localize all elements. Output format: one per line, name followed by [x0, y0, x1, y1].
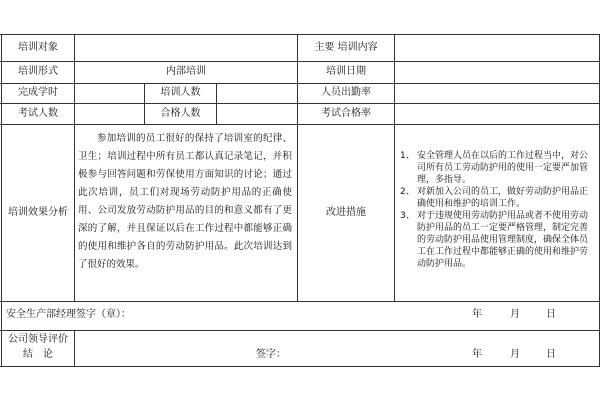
label-sign: 签字：: [256, 349, 286, 360]
label-attendance-rate: 人员出勤率: [321, 87, 371, 98]
table-line: [0, 34, 600, 35]
list-item-text: 安全管理人员在以后的工作过程当中，对公司所有员工劳动防护用的使用一定要严加管理，多指导。: [417, 151, 589, 185]
list-item-number: 2、: [400, 187, 415, 197]
table-line: [74, 330, 75, 366]
list-item: [400, 186, 594, 210]
list-item: [400, 150, 594, 186]
label-qualified-count: 合格人数: [160, 108, 201, 119]
label-exam-count: 考试人数: [18, 108, 58, 119]
list-item-text: 对于违规使用劳动防护用品或者不使用劳动防护用品的员工一定要严格管理，制定完善的劳动防护用品使用管理制度，确保全体员工在工作过程中都能够正确的使用和维护劳动防护用品。: [417, 211, 589, 269]
label-effect-analysis: 培训效果分析: [8, 207, 68, 218]
label-leader-evaluation: 公司领导评价: [8, 334, 68, 345]
date-day: 日: [546, 309, 556, 320]
table-line: [1, 34, 2, 366]
label-training-date: 培训日期: [326, 66, 366, 77]
list-item-number: 3、: [400, 211, 415, 221]
date-month: 月: [510, 349, 520, 360]
effect-analysis-text: 参加培训的员工很好的保持了培训室的纪律、卫生；培训过程中所有员工都认真记录笔记，并积极参与回答问题和劳保使用方面知识的讨论；通过此次培训，员工们对现场劳动防护用品的正确使用、公司发放劳动防护用品的目的和意义都有了更深的了解，并且保证以后在工作过程中都能够正确的使用和维护各自的劳动防护用品。此次培训达到了很好的效果。: [78, 133, 292, 270]
label-manager-signature: 安全生产部经理签字（章）：: [6, 309, 131, 320]
list-item-text: 对新加入公司的员工，做好劳动防护用品正确使用和维护的培训工作。: [417, 187, 589, 209]
label-improvement-measures: 改进措施: [326, 207, 366, 218]
label-training-form: 培训形式: [18, 66, 58, 77]
table-line: [0, 61, 600, 62]
value-training-form: 内部培训: [166, 66, 206, 77]
table-line: [0, 124, 600, 125]
table-line: [216, 83, 217, 124]
list-item-number: 1、: [400, 151, 415, 161]
label-training-target: 培训对象: [18, 42, 58, 53]
date-year: 年: [472, 309, 482, 320]
improvement-measures-list: [400, 150, 594, 270]
date-day: 日: [546, 349, 556, 360]
table-line: [0, 301, 600, 302]
label-training-content: 主要 培训内容: [314, 42, 378, 53]
table-line: [0, 366, 600, 367]
label-completed-hours: 完成学时: [18, 87, 58, 98]
table-line: [394, 34, 395, 301]
table-line: [0, 330, 600, 331]
table-line: [0, 83, 600, 84]
list-item: [400, 210, 594, 270]
label-trainee-count: 培训人数: [160, 87, 201, 98]
date-year: 年: [472, 349, 482, 360]
table-line: [0, 103, 600, 104]
label-conclusion: 结 论: [23, 349, 53, 360]
label-pass-rate: 考试合格率: [321, 108, 371, 119]
date-month: 月: [510, 309, 520, 320]
